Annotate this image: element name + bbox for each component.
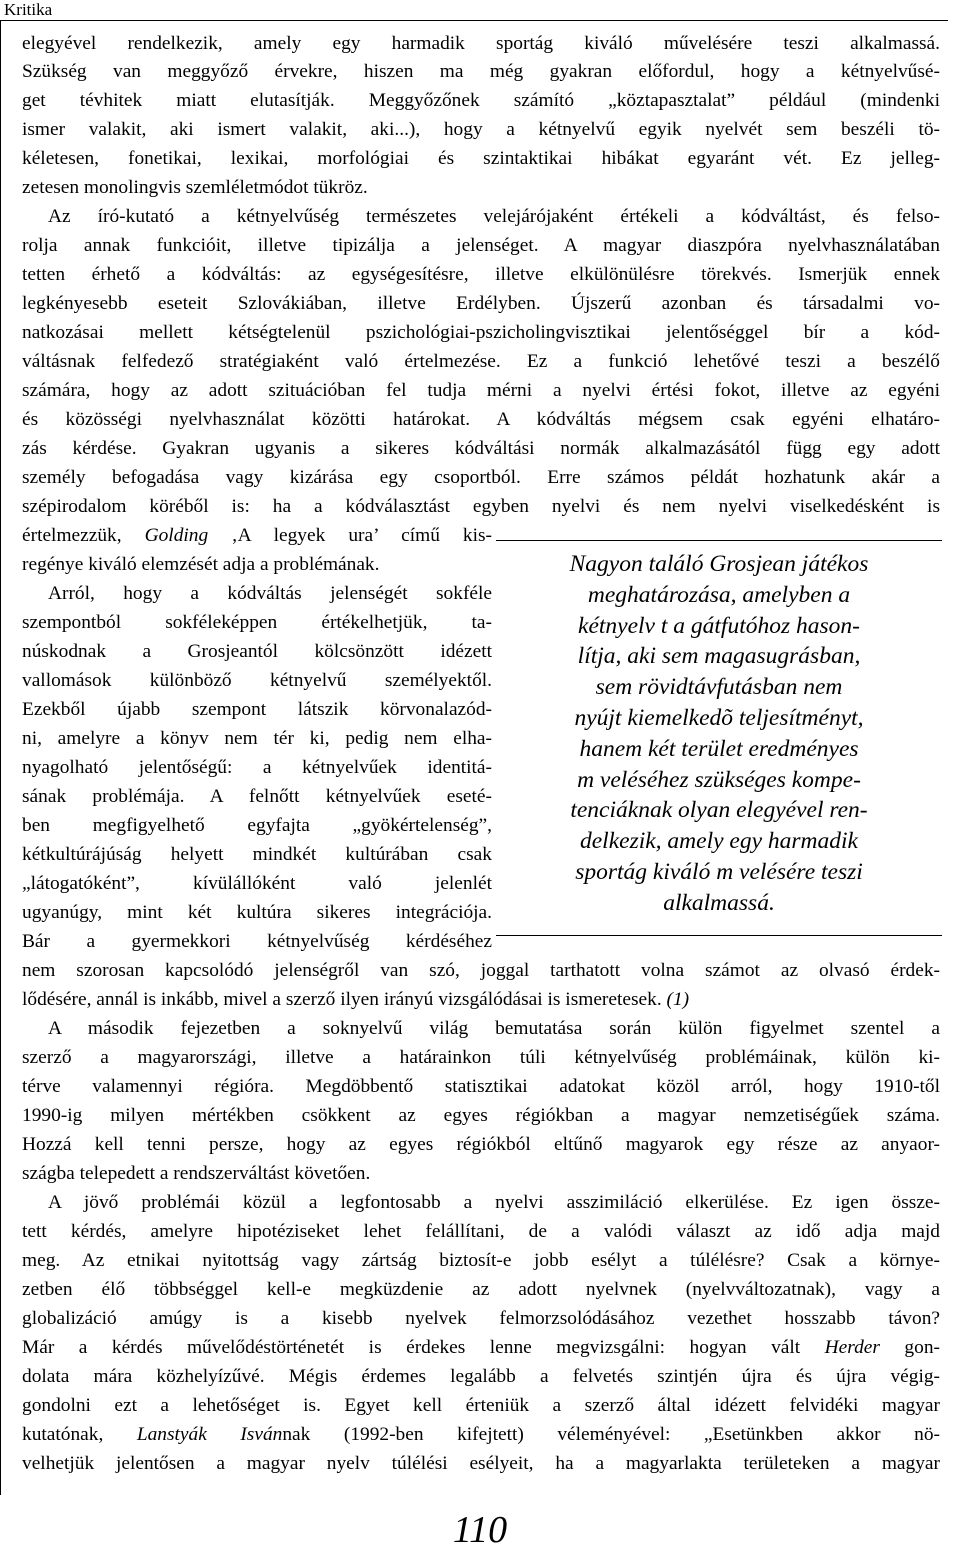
pull-quote-line: delkezik, amely egy harmadik [580,828,858,855]
page-number: 110 [452,1509,508,1551]
text-line: meg. Az etnikai nyitottság vagy zártság biztosít-e jobb esélyt a túlélésre? Csak a környe- [22,1250,940,1271]
text-line: rolja annak funkcióit, illetve tipizálja a jelenséget. A magyar diaszpóra nyelvhasználatában [22,235,940,256]
text-line: „látogatóként”, kívülállóként való jelenlét [22,873,492,894]
text-line: ben megfigyelhető egyfajta „gyökértelenség”, [22,815,492,836]
section-label: Kritika [4,0,53,19]
text-line: Az író-kutató a kétnyelvűség természetes velejárójaként értékeli a kódváltást, és felso- [48,206,940,227]
text-line: értelmezzük, Golding ‚A legyek ura’ című kis- [22,525,492,546]
text-line: ni, amelyre a könyv nem tér ki, pedig nem elha- [22,728,492,749]
text-line: vallomások különböző kétnyelvű személyektől. [22,670,492,691]
text-line: velhetjük jelentősen a magyar nyelv túlélési esélyeit, ha a magyarlakta területeken a magyar [22,1453,940,1474]
pull-quote-line: meghatározása, amelyben a [587,581,851,608]
text-line: legkényesebb eseteit Szlovákiában, illetve Erdélyben. Újszerű azonban és társadalmi vo- [22,293,940,314]
text-line: szerző a magyarországi, illetve a határainkon túli kétnyelvűség problémáinak, külön ki- [22,1047,940,1068]
text-line: get tévhitek miatt elutasítják. Meggyőzőnek számító „köztapasztalat” például (mindenki [22,90,940,111]
text-line: A második fejezetben a soknyelvű világ bemutatása során külön figyelmet szentel a [48,1018,940,1039]
pull-quote-bottom-rule [496,935,942,936]
text-line: szempontból sokféleképpen értékelhetjük, ta- [22,612,492,633]
pull-quote-line: hanem két terület eredményes [579,735,859,762]
text-line: 1990-ig milyen mértékben csökkent az egyes régiókban a magyar nemzetiségűek száma. [22,1105,940,1126]
text-line: személy befogadása vagy kizárása egy csoportból. Erre számos példát hozhatunk akár a [22,467,940,488]
name-lanstyak: Lanstyák Isván [136,1424,283,1445]
text-line: A jövő problémái közül a legfontosabb a nyelvi asszimiláció elkerülése. Ez igen össze- [48,1192,940,1213]
text-line: zetesen monolingvis szemléletmódot tükröz. [22,177,368,198]
footnote-reference: (1) [666,989,690,1010]
pull-quote-line: nyújt kiemelkedõ teljesítményt, [574,704,864,731]
pull-quote-line: sportág kiváló m velésére teszi [575,858,863,885]
pull-quote-line: kétnyelv t a gátfutóhoz hason- [578,612,860,639]
text-line: dolata mára közhelyízűvé. Mégis érdemes legalább a felvetés szintjén újra és újra végig- [22,1366,940,1387]
text-line: Bár a gyermekkori kétnyelvűség kérdéséhez [22,931,492,952]
pull-quote-line: sem rövidtávfutásban nem [595,674,843,701]
text-line: kutatónak, Lanstyák Isvánnak (1992-ben kifejtett) véleményével: „Esetünkben akkor nö- [22,1424,940,1445]
text-line: natkozásai mellett kétségtelenül pszichológiai-pszicholingvisztikai jelentőséggel bír a kód- [22,322,940,343]
text-line: zás kérdése. Gyakran ugyanis a sikeres kódváltási normák alkalmazásától függ egy adott [22,438,940,459]
text-line: térve valamennyi régióra. Megdöbbentő statisztikai adatokat közöl arról, hogy 1910-től [22,1076,940,1097]
text-line: nyagolható jelentőségű: a kétnyelvűek identitá- [22,757,492,778]
text-line: elegyével rendelkezik, amely egy harmadik sportág kiváló művelésére teszi alkalmassá. [22,33,940,54]
text-line: szágba telepedett a rendszerváltást követően. [22,1163,371,1184]
text-line: Hozzá kell tenni persze, hogy az egyes régiókból eltűnő magyarok egy része az anyaor- [22,1134,940,1155]
text-line: Már a kérdés művelődéstörténetét is érdekes lenne megvizsgálni: hogyan vált Herder gon- [22,1337,940,1358]
text-line: tett kérdés, amelyre hipotéziseket lehet felállítani, de a valódi választ az idő adja majd [22,1221,940,1242]
text-line: Ezekből újabb szempont látszik körvonalazód- [22,699,492,720]
text-line: ugyanúgy, mint két kultúra sikeres integrációja. [22,902,492,923]
text-line: kéletesen, fonetikai, lexikai, morfológiai és szintaktikai hibákat egyaránt vét. Ez jelleg- [22,148,940,169]
text-line: núskodnak a Grosjeantól kölcsönzött idézett [22,641,492,662]
text-line: Szükség van meggyőző érvekre, hiszen ma még gyakran előfordul, hogy a kétnyelvűsé- [22,61,940,82]
text-line: lődésére, annál is inkább, mivel a szerző ilyen irányú vizsgálódásai is ismeretesek. (1) [22,989,690,1010]
pull-quote-line: m veléséhez szükséges kompe- [577,766,861,793]
pull-quote-top-rule [496,540,942,541]
author-name-golding: Golding [144,525,209,546]
text-line: szépirodalom köréből is: ha a kódválasztást egyben nyelvi és nem nyelvi viselkedésként is [22,496,940,517]
text-line: zetben élő többséggel kell-e megküzdenie az adott nyelvnek (nyelvváltozatnak), vagy a [22,1279,940,1300]
text-line: gondolni ezt a lehetőséget is. Egyet kell érteniük a szerző által idézett felvidéki magyar [22,1395,940,1416]
pull-quote-line: tenciáknak olyan elegyével ren- [570,797,868,824]
text-line: számára, hogy az adott szituációban fel tudja mérni a nyelvi értési fokot, illetve az egyéni [22,380,940,401]
pull-quote-line: Nagyon találó Grosjean játékos [569,551,869,577]
name-herder: Herder [824,1337,880,1358]
left-margin-rule [0,20,1,1495]
text-line: és közösségi nyelvhasználat közötti határokat. A kódváltás mégsem csak egyéni elhatáro- [22,409,940,430]
text-line: váltásnak felfedező stratégiaként való értelmezése. Ez a funkció lehetővé teszi a beszélő [22,351,940,372]
pull-quote [503,549,935,919]
text-line: sának problémája. A felnőtt kétnyelvűek eseté- [22,786,492,807]
text-line: kétkultúrájúság helyett mindkét kultúrában csak [22,844,492,865]
header-rule [0,20,948,21]
pull-quote-line: alkalmassá. [663,889,775,916]
pull-quote-line: lítja, aki sem magasugrásban, [577,643,861,670]
text-line: globalizáció amúgy is a kisebb nyelvek felmorzsolódásához vezethet hosszabb távon? [22,1308,940,1329]
text-line: regénye kiváló elemzését adja a problémának. [22,554,380,575]
text-line: Arról, hogy a kódváltás jelenségét sokféle [48,583,492,604]
text-line: tetten érhető a kódváltás: az egységesítésre, illetve elkülönülésre törekvés. Ismerjük ennek [22,264,940,285]
text-line: ismer valakit, aki ismert valakit, aki...), hogy a kétnyelvű egyik nyelvét sem beszéli tö- [22,119,940,140]
text-line: nem szorosan kapcsolódó jelenségről van szó, joggal tarthatott volna számot az olvasó érdek- [22,960,940,981]
